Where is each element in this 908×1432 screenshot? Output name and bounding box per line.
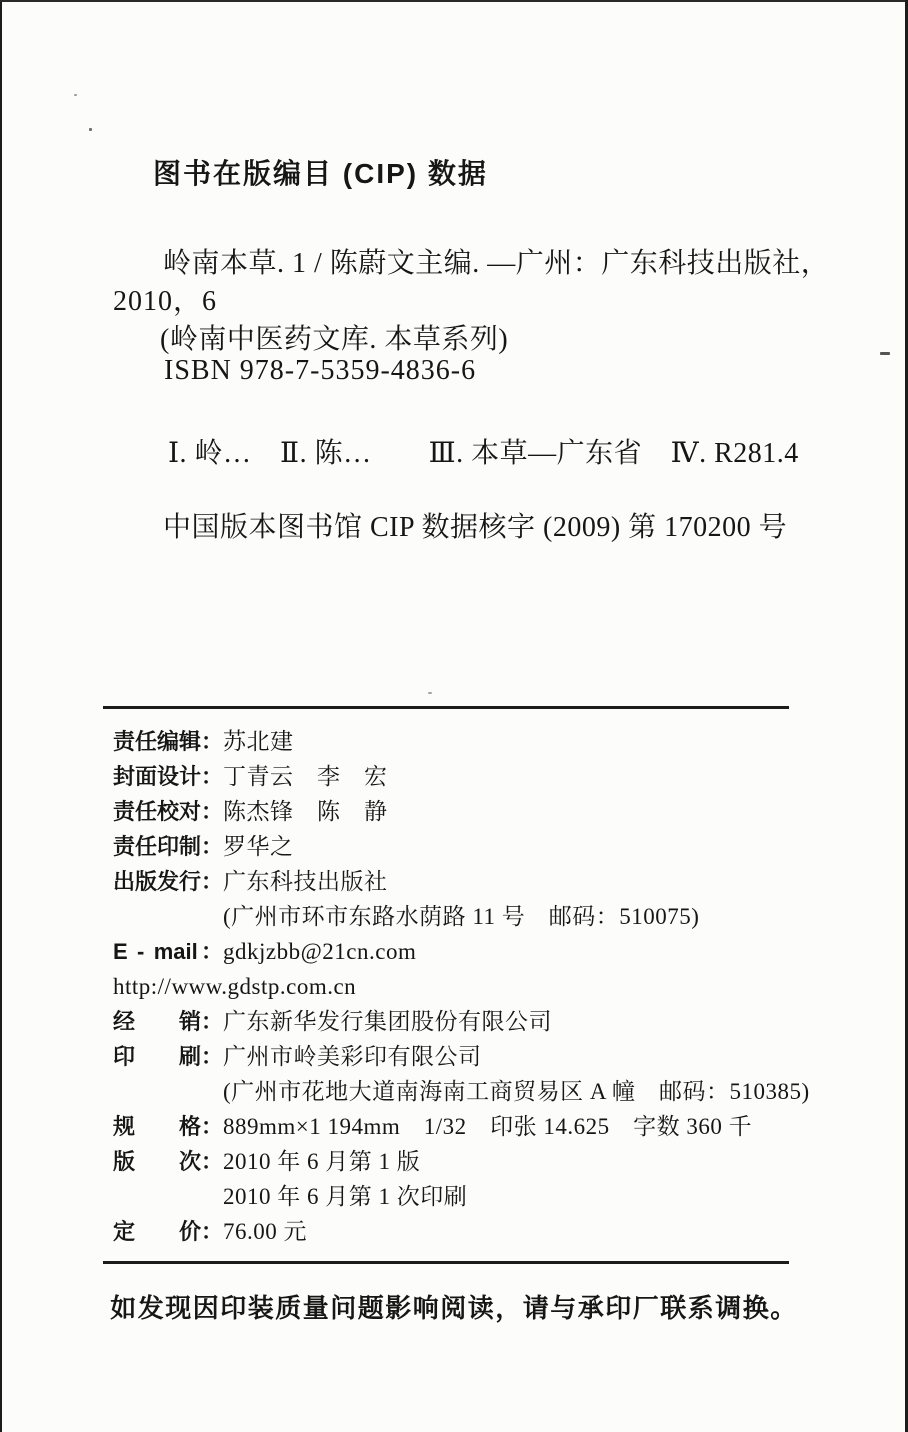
colophon-value: 889mm×1 194mm 1/32 印张 14.625 字数 360 千: [223, 1114, 753, 1139]
colophon-row-email: [113, 934, 833, 969]
colophon-label: E - mail：: [113, 939, 223, 964]
colophon-row-publisher: [113, 864, 833, 899]
scan-speck: [89, 128, 92, 131]
cip-registry-note: 中国版本图书馆 CIP 数据核字 (2009) 第 170200 号: [163, 512, 788, 543]
colophon-label: 规 格：: [113, 1114, 224, 1139]
colophon-row-cover-design: [113, 759, 833, 794]
cip-description-line1: 岭南本草. 1 / 陈蔚文主编. —广州：广东科技出版社，: [163, 248, 830, 279]
colophon-row-price: [113, 1214, 833, 1249]
colophon-block: [113, 724, 833, 1249]
colophon-row-website: [113, 969, 833, 1004]
colophon-value: (广州市环市东路水荫路 11 号 邮码：510075): [223, 904, 700, 929]
quality-notice: 如发现因印装质量问题影响阅读，请与承印厂联系调换。: [110, 1293, 798, 1323]
isbn-number: ISBN 978-7-5359-4836-6: [164, 355, 477, 386]
colophon-value: 76.00 元: [223, 1219, 307, 1244]
colophon-value: 陈杰锋 陈 静: [223, 799, 388, 824]
colophon-label: 印 刷：: [113, 1044, 224, 1069]
scan-speck: [880, 352, 890, 355]
colophon-value: 罗华之: [223, 834, 294, 859]
colophon-label: 出版发行：: [113, 869, 224, 894]
scan-edge-top: [0, 0, 908, 2]
colophon-row-print-supervisor: [113, 829, 833, 864]
colophon-row-printing: [113, 1179, 833, 1214]
divider-bottom: [103, 1261, 789, 1264]
cip-classification: Ⅰ. 岭… Ⅱ. 陈… Ⅲ. 本草—广东省 Ⅳ. R281.4: [168, 438, 799, 469]
colophon-row-publisher-address: [113, 899, 833, 934]
colophon-label: 责任印制：: [113, 834, 224, 859]
colophon-value: 丁青云 李 宏: [223, 764, 388, 789]
colophon-label: 责任校对：: [113, 799, 224, 824]
colophon-value: 广东新华发行集团股份有限公司: [223, 1009, 552, 1034]
colophon-row-distributor: [113, 1004, 833, 1039]
colophon-value: 2010 年 6 月第 1 次印刷: [223, 1184, 468, 1209]
colophon-label: 版 次：: [113, 1149, 224, 1174]
colophon-row-format: [113, 1109, 833, 1144]
divider-top: [103, 706, 789, 709]
colophon-label: 封面设计：: [113, 764, 224, 789]
colophon-label: 定 价：: [113, 1219, 224, 1244]
cip-series-note: (岭南中医药文库. 本草系列): [160, 324, 509, 355]
cip-title: 图书在版编目 (CIP) 数据: [153, 158, 488, 189]
colophon-label: 责任编辑：: [113, 729, 224, 754]
colophon-value: 广州市岭美彩印有限公司: [223, 1044, 482, 1069]
colophon-value: http://www.gdstp.com.cn: [113, 974, 357, 999]
colophon-value: (广州市花地大道南海南工商贸易区 A 幢 邮码：510385): [223, 1079, 810, 1104]
colophon-row-proofreaders: [113, 794, 833, 829]
colophon-row-printer-address: [113, 1074, 833, 1109]
colophon-row-editor: [113, 724, 833, 759]
scan-edge-left: [0, 0, 2, 1432]
colophon-label: 经 销：: [113, 1009, 224, 1034]
colophon-value: 2010 年 6 月第 1 版: [223, 1149, 421, 1174]
colophon-row-printer: [113, 1039, 833, 1074]
colophon-value: gdkjzbb@21cn.com: [223, 939, 417, 964]
colophon-value: 广东科技出版社: [223, 869, 388, 894]
scan-speck: [74, 94, 77, 96]
colophon-value: 苏北建: [223, 729, 294, 754]
cip-description-line2: 2010，6: [113, 286, 218, 317]
colophon-row-edition: [113, 1144, 833, 1179]
scan-speck: [428, 692, 432, 694]
